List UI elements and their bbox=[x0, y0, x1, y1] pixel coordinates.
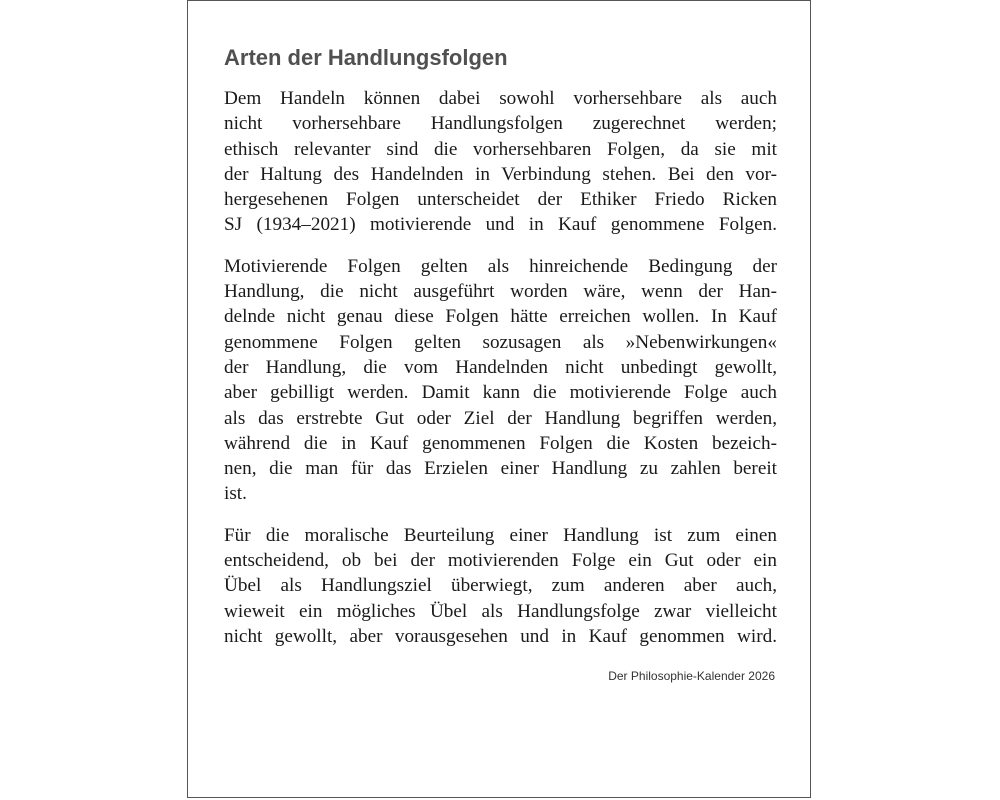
page-content bbox=[224, 43, 777, 665]
text-line: während die in Kauf genommenen Folgen die Kosten bezeich- bbox=[224, 432, 777, 454]
text-line: nicht gewollt, aber vorausgesehen und in Kauf genommen wird. bbox=[224, 625, 777, 647]
paragraph-3 bbox=[224, 523, 777, 649]
calendar-page bbox=[187, 0, 811, 798]
text-line: wieweit ein mögliches Übel als Handlungsfolge zwar vielleicht bbox=[224, 600, 777, 622]
text-line: SJ (1934–2021) motivierende und in Kauf genommene Folgen. bbox=[224, 214, 777, 236]
text-line: ist. bbox=[224, 483, 247, 505]
paragraph-2 bbox=[224, 254, 777, 507]
paragraph-1 bbox=[224, 86, 777, 238]
text-line: hergesehenen Folgen unterscheidet der Ethiker Friedo Ricken bbox=[224, 189, 777, 211]
text-line: delnde nicht genau diese Folgen hätte erreichen wollen. In Kauf bbox=[224, 306, 777, 328]
page-title: Arten der Handlungsfolgen bbox=[224, 45, 508, 70]
text-line: Motivierende Folgen gelten als hinreichende Bedingung der bbox=[224, 255, 777, 277]
text-line: Für die moralische Beurteilung einer Handlung ist zum einen bbox=[224, 524, 777, 546]
text-line: der Handlung, die vom Handelnden nicht unbedingt gewollt, bbox=[224, 356, 777, 378]
text-line: nicht vorhersehbare Handlungsfolgen zugerechnet werden; bbox=[224, 113, 777, 135]
text-line: als das erstrebte Gut oder Ziel der Handlung begriffen werden, bbox=[224, 407, 777, 429]
text-line: aber gebilligt werden. Damit kann die motivierende Folge auch bbox=[224, 382, 777, 404]
text-line: Dem Handeln können dabei sowohl vorhersehbare als auch bbox=[224, 88, 777, 109]
text-line: entscheidend, ob bei der motivierenden Folge ein Gut oder ein bbox=[224, 550, 777, 572]
text-line: genommene Folgen gelten sozusagen als »Nebenwirkungen« bbox=[224, 331, 777, 353]
text-line: Handlung, die nicht ausgeführt worden wäre, wenn der Han- bbox=[224, 281, 777, 303]
text-line: ethisch relevanter sind die vorhersehbaren Folgen, da sie mit bbox=[224, 138, 777, 160]
page-footer: Der Philosophie-Kalender 2026 bbox=[608, 669, 775, 683]
text-line: nen, die man für das Erzielen einer Handlung zu zahlen bereit bbox=[224, 458, 777, 480]
text-line: Übel als Handlungsziel überwiegt, zum anderen aber auch, bbox=[224, 575, 777, 597]
text-line: der Haltung des Handelnden in Verbindung stehen. Bei den vor- bbox=[224, 163, 777, 185]
